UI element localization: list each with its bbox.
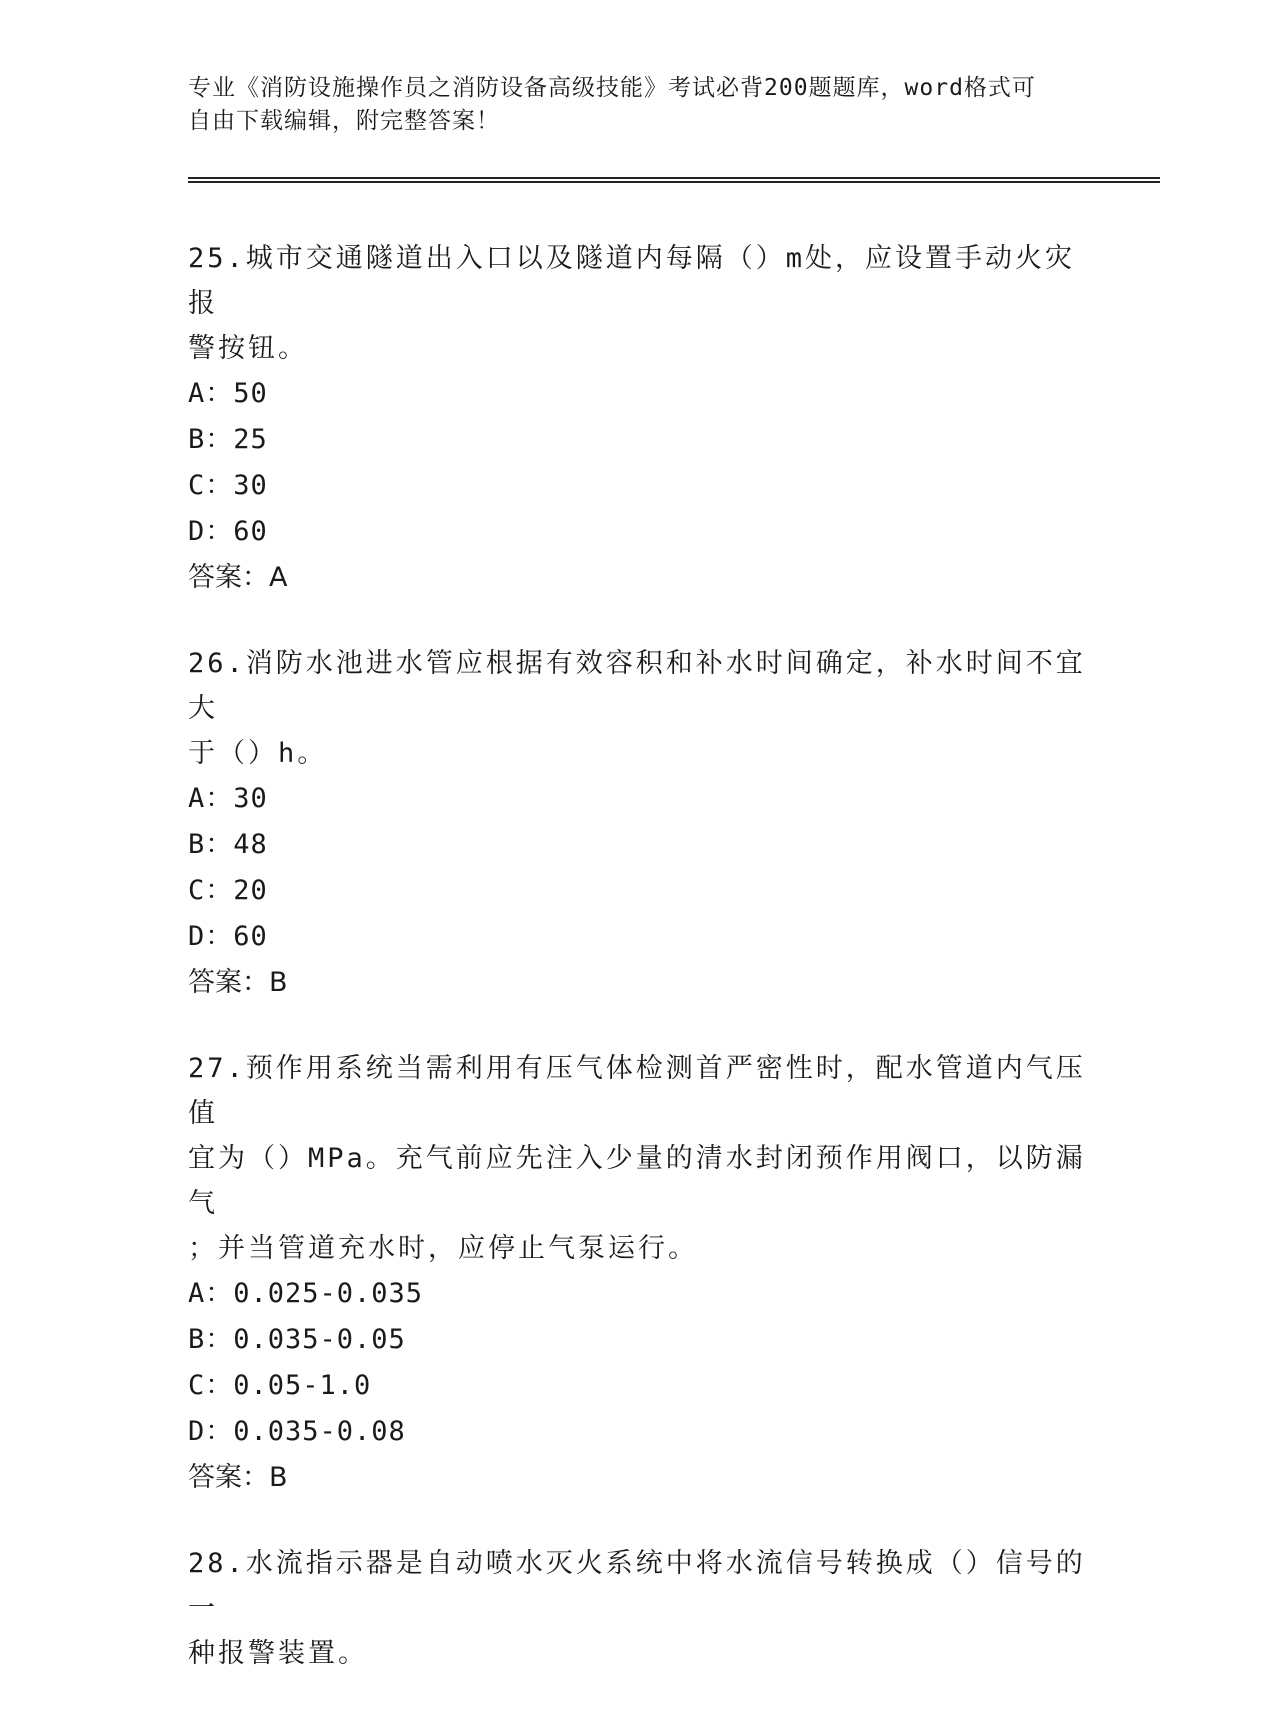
question-26: [188, 641, 1088, 1006]
question-text-line: 于（）h。: [188, 738, 328, 769]
question-25: [188, 236, 1088, 601]
question-text-line: 警按钮。: [188, 333, 308, 364]
option-c: C：20: [188, 875, 268, 906]
question-list: [188, 236, 1088, 1716]
option-d: D：60: [188, 921, 268, 952]
option-a: A：0.025-0.035: [188, 1278, 424, 1309]
option-c: C：30: [188, 470, 268, 501]
option-d: D：60: [188, 516, 268, 547]
option-c: C：0.05-1.0: [188, 1370, 372, 1401]
question-27: [188, 1046, 1088, 1501]
question-text-line: 种报警装置。: [188, 1638, 368, 1669]
answer-label: 答案：B: [188, 1462, 288, 1493]
question-text-line: ；并当管道充水时，应停止气泵运行。: [188, 1233, 698, 1264]
question-28: [188, 1541, 1088, 1676]
header-line-2: 自由下载编辑，附完整答案！: [188, 108, 500, 134]
option-b: B：0.035-0.05: [188, 1324, 406, 1355]
option-a: A：50: [188, 378, 268, 409]
option-b: B：25: [188, 424, 268, 455]
question-text-line: 28.水流指示器是自动喷水灭火系统中将水流信号转换成（）信号的一: [188, 1548, 1086, 1624]
option-a: A：30: [188, 783, 268, 814]
question-text-line: 25.城市交通隧道出入口以及隧道内每隔（）m处，应设置手动火灾报: [188, 243, 1076, 319]
header-line-1: 专业《消防设施操作员之消防设备高级技能》考试必背200题题库，word格式可: [188, 75, 1036, 101]
question-text-line: 27.预作用系统当需利用有压气体检测首严密性时，配水管道内气压值: [188, 1053, 1086, 1129]
question-text-line: 宜为（）MPa。充气前应先注入少量的清水封闭预作用阀口，以防漏气: [188, 1143, 1086, 1219]
answer-label: 答案：B: [188, 967, 288, 998]
header-divider: [188, 177, 1160, 183]
document-header: [188, 72, 1088, 138]
question-text-line: 26.消防水池进水管应根据有效容积和补水时间确定，补水时间不宜大: [188, 648, 1086, 724]
option-b: B：48: [188, 829, 268, 860]
answer-label: 答案：A: [188, 562, 288, 593]
option-d: D：0.035-0.08: [188, 1416, 406, 1447]
